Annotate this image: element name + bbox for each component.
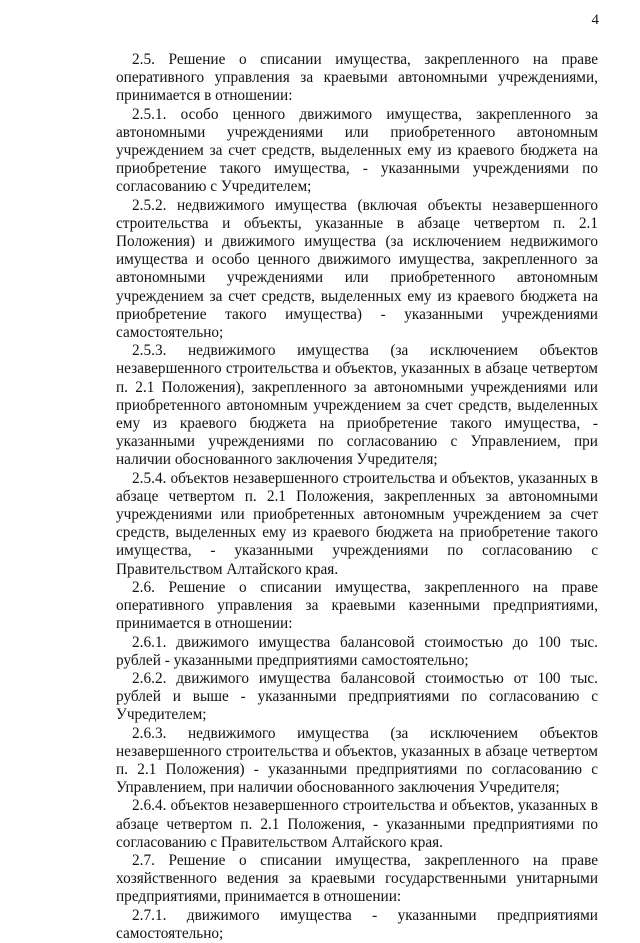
page-number: 4 <box>591 12 599 28</box>
paragraph-2-6-2: 2.6.2. движимого имущества балансовой стоимостью от 100 тыс. рублей и выше - указанными предприятиями по согласованию с Учредителем; <box>116 669 598 724</box>
paragraph-2-5-4: 2.5.4. объектов незавершенного строительства и объектов, указанных в абзаце четвертом п. 2.1 Положения, закрепленных за автономными учреждениями или приобретенных автономным учреждением за счет средств, выделенных ему из краевого бюджета на приобретение такого имущества, - указанными учреждениями по согласованию с Правительством Алтайского края. <box>116 469 598 578</box>
paragraph-2-7: 2.7. Решение о списании имущества, закрепленного на праве хозяйственного ведения за краевыми государственными унитарными предприятиями, принимается в отношении: <box>116 851 598 906</box>
paragraph-2-7-1: 2.7.1. движимого имущества - указанными предприятиями самостоятельно; <box>116 906 598 942</box>
paragraph-2-5-3: 2.5.3. недвижимого имущества (за исключением объектов незавершенного строительства и объектов, указанных в абзаце четвертом п. 2.1 Положения), закрепленного за автономными учреждениями или приобретенного автономным учреждением за счет средств, выделенных ему из краевого бюджета на приобретение такого имущества, - указанными учреждениями по согласованию с Управлением, при наличии обоснованного заключения Учредителя; <box>116 342 598 469</box>
paragraph-2-5-2: 2.5.2. недвижимого имущества (включая объекты незавершенного строительства и объекты, указанные в абзаце четвертом п. 2.1 Положения) и движимого имущества (за исключением недвижимого имущества и особо ценного движимого имущества, закрепленного за автономными учреждениями или приобретенного автономным учреждением за счет средств, выделенных ему из краевого бюджета на приобретение такого имущества) - указанными учреждениями самостоятельно; <box>116 196 598 342</box>
paragraph-2-5-1: 2.5.1. особо ценного движимого имущества, закрепленного за автономными учреждениями или приобретенного автономным учреждением за счет средств, выделенных ему из краевого бюджета на приобретение такого имущества, - указанными учреждениями по согласованию с Учредителем; <box>116 105 598 196</box>
document-body <box>116 51 598 943</box>
paragraph-2-6: 2.6. Решение о списании имущества, закрепленного на праве оперативного управления за краевыми казенными предприятиями, принимается в отношении: <box>116 578 598 633</box>
paragraph-2-6-4: 2.6.4. объектов незавершенного строительства и объектов, указанных в абзаце четвертом п. 2.1 Положения, - указанными предприятиями по согласованию с Правительством Алтайского края. <box>116 797 598 851</box>
paragraph-2-5: 2.5. Решение о списании имущества, закрепленного на праве оперативного управления за краевыми автономными учреждениями, принимается в отношении: <box>116 51 598 105</box>
paragraph-2-6-3: 2.6.3. недвижимого имущества (за исключением объектов незавершенного строительства и объектов, указанных в абзаце четвертом п. 2.1 Положения) - указанными предприятиями по согласованию с Управлением, при наличии обоснованного заключения Учредителя; <box>116 724 598 797</box>
paragraph-2-6-1: 2.6.1. движимого имущества балансовой стоимостью до 100 тыс. рублей - указанными предприятиями самостоятельно; <box>116 633 598 669</box>
